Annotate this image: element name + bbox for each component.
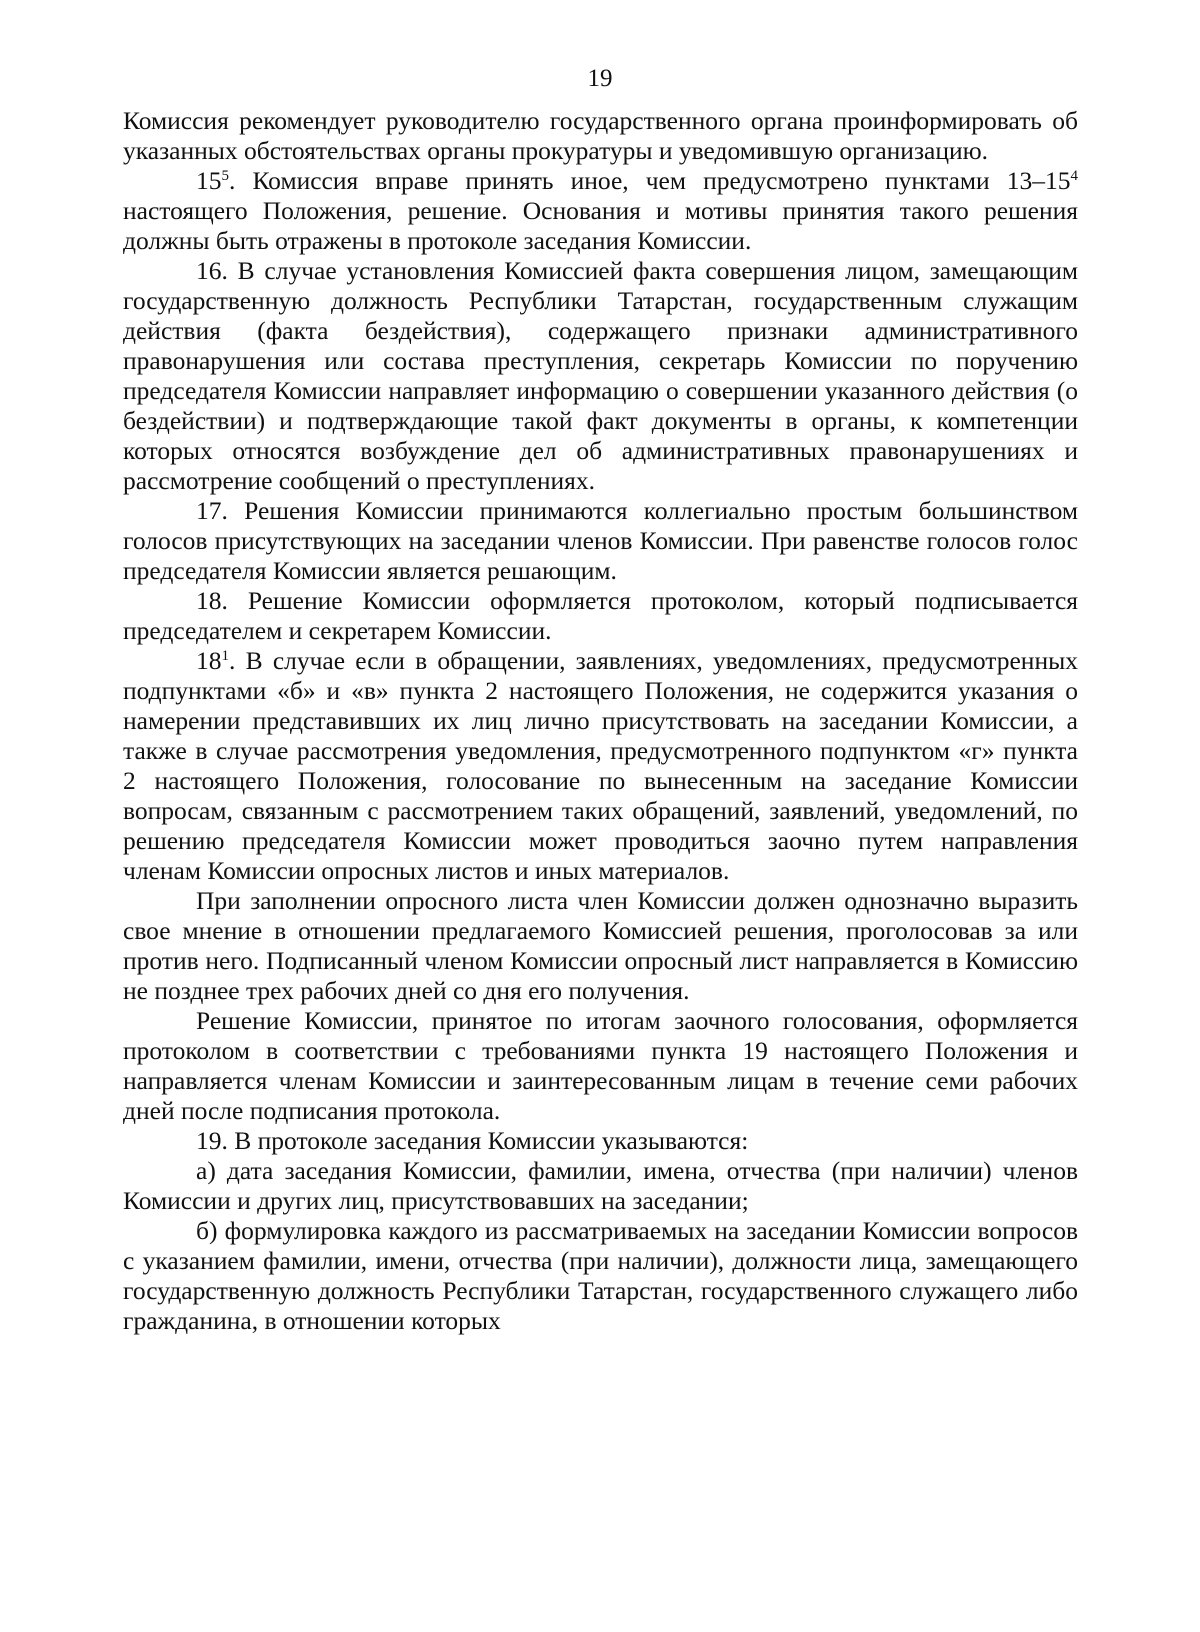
subparagraph-b: б) формулировка каждого из рассматриваемых на заседании Комиссии вопросов с указанием фамилии, имени, отчества (при наличии), должности лица, замещающего государственную должность Республики Татарстан, государственного служащего либо гражданина, в отношении которых xyxy=(123,1216,1078,1335)
paragraph-text: . Комиссия вправе принять иное, чем предусмотрено пунктами 13–15 xyxy=(229,166,1071,195)
clause-number: 15 xyxy=(196,166,222,195)
paragraph-18: 18. Решение Комиссии оформляется протоколом, который подписывается председателем и секретарем Комиссии. xyxy=(123,586,1078,645)
paragraph-absentee-decision: Решение Комиссии, принятое по итогам заочного голосования, оформляется протоколом в соответствии с требованиями пункта 19 настоящего Положения и направляется членам Комиссии и заинтересованным лицам в течение семи рабочих дней после подписания протокола. xyxy=(123,1006,1078,1125)
clause-number: 18 xyxy=(196,646,222,675)
subparagraph-a: а) дата заседания Комиссии, фамилии, имена, отчества (при наличии) членов Комиссии и других лиц, присутствовавших на заседании; xyxy=(123,1156,1078,1215)
paragraph-19: 19. В протоколе заседания Комиссии указываются: xyxy=(196,1126,749,1155)
paragraph-continuation: Комиссия рекомендует руководителю государственного органа проинформировать об указанных обстоятельствах органы прокуратуры и уведомившую организацию. xyxy=(123,106,1078,165)
reference-superscript: 4 xyxy=(1070,168,1078,184)
paragraph-questionnaire: При заполнении опросного листа член Комиссии должен однозначно выразить свое мнение в отношении предлагаемого Комиссией решения, проголосовав за или против него. Подписанный членом Комиссии опросный лист направляется в Комиссию не позднее трех рабочих дней со дня его получения. xyxy=(123,886,1078,1005)
paragraph-15-5 xyxy=(123,166,1078,256)
clause-superscript: 5 xyxy=(221,168,229,184)
paragraph-17: 17. Решения Комиссии принимаются коллегиально простым большинством голосов присутствующих на заседании членов Комиссии. При равенстве голосов голос председателя Комиссии является решающим. xyxy=(123,496,1078,585)
paragraph-text: . В случае если в обращении, заявлениях, уведомлениях, предусмотренных подпунктами «б» и «в» пункта 2 настоящего Положения, не содержится указания о намерении представивших их лиц лично присутствовать на заседании Комиссии, а также в случае рассмотрения уведомления, предусмотренного подпунктом «г» пункта 2 настоящего Положения, голосование по вынесенным на заседание Комиссии вопросам, связанным с рассмотрением таких обращений, заявлений, уведомлений, по решению председателя Комиссии может проводиться заочно путем направления членам Комиссии опросных листов и иных материалов. xyxy=(123,646,1078,885)
clause-superscript: 1 xyxy=(221,648,229,664)
paragraph-text: настоящего Положения, решение. Основания и мотивы принятия такого решения должны быть отражены в протоколе заседания Комиссии. xyxy=(123,196,1078,255)
page-number: 19 xyxy=(587,65,613,92)
document-body xyxy=(123,106,1078,1336)
paragraph-18-1 xyxy=(123,646,1078,886)
paragraph-16: 16. В случае установления Комиссией факта совершения лицом, замещающим государственную должность Республики Татарстан, государственным служащим действия (факта бездействия), содержащего признаки административного правонарушения или состава преступления, секретарь Комиссии по поручению председателя Комиссии направляет информацию о совершении указанного действия (о бездействии) и подтверждающие такой факт документы в органы, к компетенции которых относятся возбуждение дел об административных правонарушениях и рассмотрение сообщений о преступлениях. xyxy=(123,256,1078,495)
